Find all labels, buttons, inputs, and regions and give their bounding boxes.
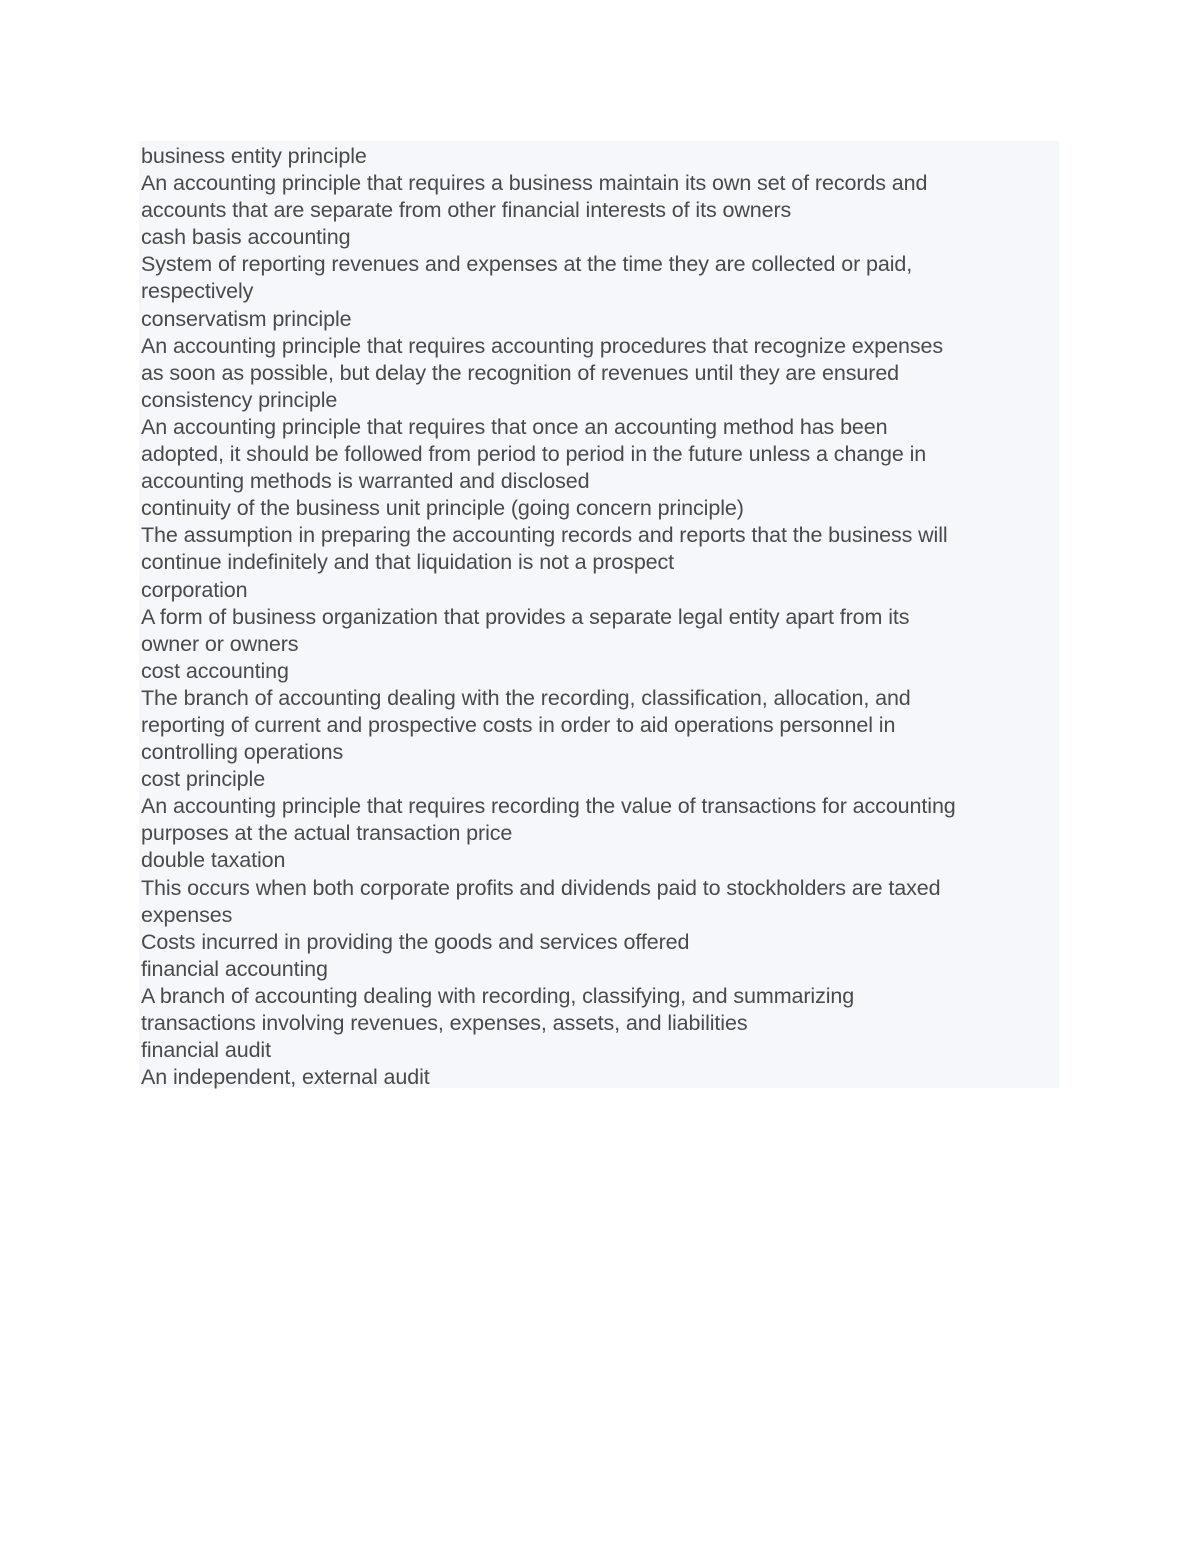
term-line: continuity of the business unit principle (going concern principle) — [141, 496, 744, 521]
definition-line: System of reporting revenues and expenses at the time they are collected or paid, — [141, 252, 913, 277]
definition-line: transactions involving revenues, expenses, assets, and liabilities — [141, 1011, 748, 1035]
definition-line: A branch of accounting dealing with recording, classifying, and summarizing — [141, 983, 855, 1008]
definition-line: An accounting principle that requires a business maintain its own set of records and — [141, 171, 928, 196]
definition-line: The branch of accounting dealing with the recording, classification, allocation, and — [141, 685, 911, 710]
term-line: corporation — [141, 577, 248, 602]
term-line: business entity principle — [141, 144, 367, 168]
term-line: double taxation — [141, 848, 286, 873]
definition-line: respectively — [141, 279, 254, 304]
term-line: consistency principle — [141, 387, 338, 412]
term-line: financial audit — [141, 1038, 271, 1063]
definition-line: A form of business organization that provides a separate legal entity apart from its — [141, 604, 910, 629]
definition-line: owner or owners — [141, 631, 299, 656]
definition-line: as soon as possible, but delay the recognition of revenues until they are ensured — [141, 360, 900, 385]
definition-line: reporting of current and prospective costs in order to aid operations personnel in — [141, 712, 896, 737]
definition-line: controlling operations — [141, 740, 344, 765]
term-line: cost accounting — [141, 658, 289, 683]
definition-line: The assumption in preparing the accounting records and reports that the business will — [141, 523, 948, 548]
definition-line: Costs incurred in providing the goods and services offered — [141, 929, 690, 954]
term-line: conservatism principle — [141, 306, 352, 331]
glossary-text-block — [139, 141, 1059, 1088]
term-line: cash basis accounting — [141, 225, 351, 250]
definition-line: This occurs when both corporate profits and dividends paid to stockholders are taxed — [141, 875, 941, 900]
definition-line: accounts that are separate from other financial interests of its owners — [141, 198, 792, 223]
definition-line: An accounting principle that requires recording the value of transactions for accounting — [141, 794, 956, 819]
definition-line: adopted, it should be followed from period to period in the future unless a change in — [141, 442, 927, 467]
term-line: financial accounting — [141, 956, 328, 981]
term-line: expenses — [141, 902, 233, 927]
definition-line: continue indefinitely and that liquidation is not a prospect — [141, 550, 675, 575]
definition-line: accounting methods is warranted and disclosed — [141, 469, 590, 494]
term-line: cost principle — [141, 767, 266, 792]
definition-line: An accounting principle that requires accounting procedures that recognize expenses — [141, 333, 944, 358]
definition-line: purposes at the actual transaction price — [141, 821, 513, 846]
definition-line: An accounting principle that requires that once an accounting method has been — [141, 414, 888, 439]
definition-line: An independent, external audit — [141, 1065, 430, 1090]
